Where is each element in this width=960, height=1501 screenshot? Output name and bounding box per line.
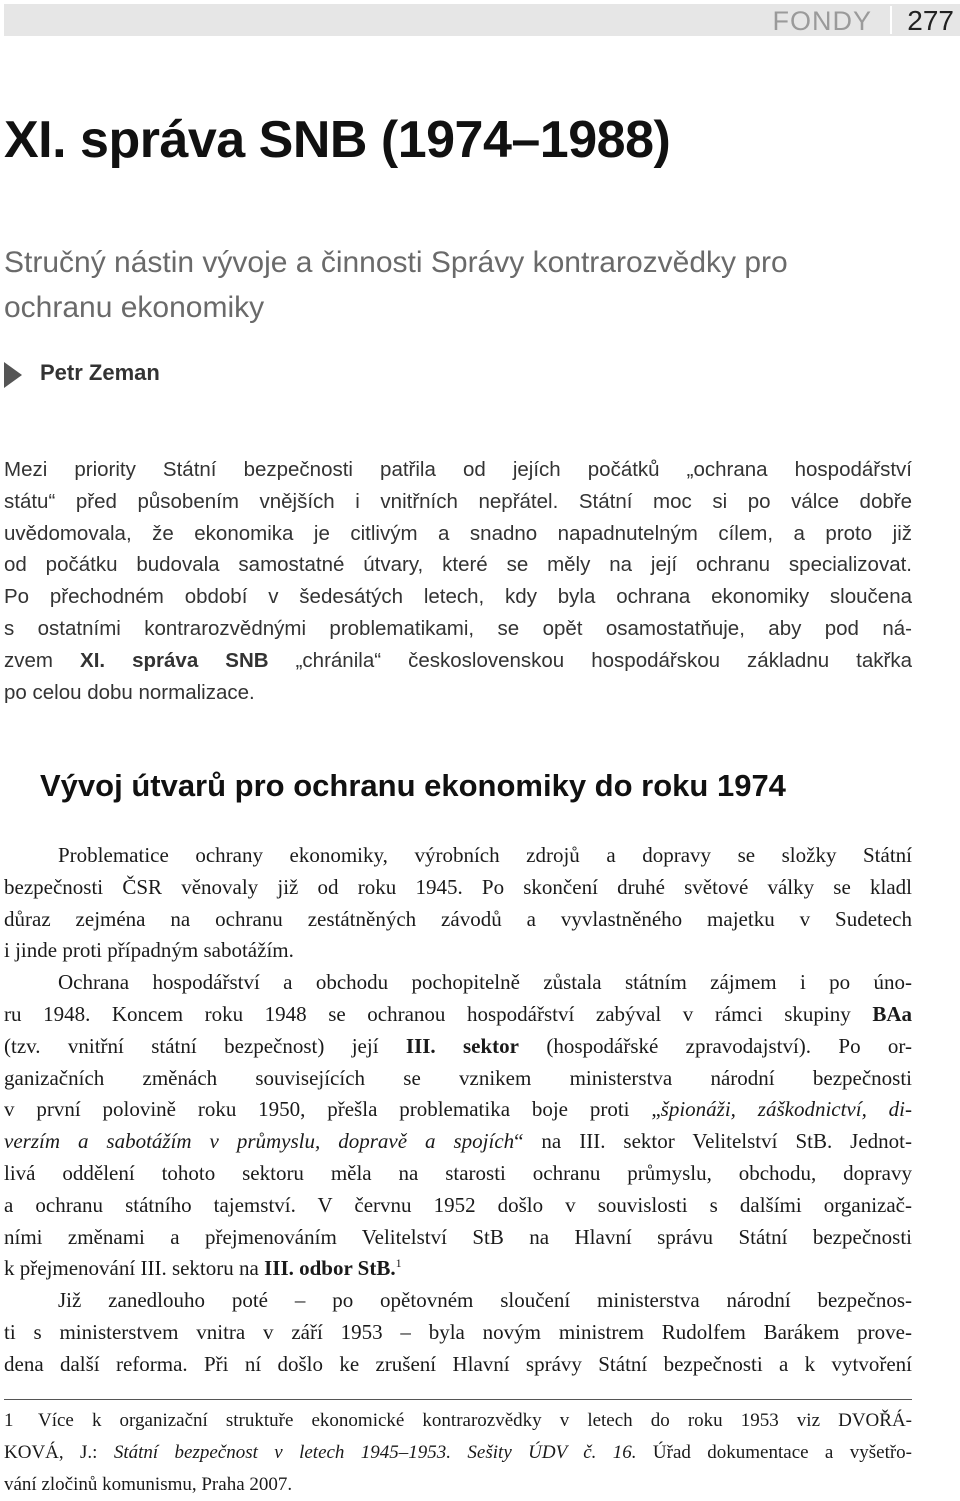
body-line: důraz zejména na ochranu zestátněných závodů a vyvlastněného majetku v Sudetech [4, 906, 912, 931]
body-line: ti s ministerstvem vnitra v září 1953 – byla novým ministrem Rudolfem Barákem prove- [4, 1319, 912, 1344]
text-run: ru 1948. Koncem roku 1948 se ochranou hospodářství zabýval v rámci skupiny [4, 1001, 873, 1026]
footnote-divider [4, 1399, 912, 1400]
abstract-line [4, 645, 912, 677]
header-separator [890, 6, 892, 34]
footnote-line [4, 1437, 912, 1469]
body-line [4, 1126, 912, 1158]
abstract [4, 454, 912, 708]
text-run: v první polovině roku 1950, přešla problematika boje proti „ [4, 1097, 661, 1122]
body-line [4, 1031, 912, 1063]
abstract-line: po celou dobu normalizace. [4, 680, 255, 704]
body-line: Ochrana hospodářství a obchodu pochopitelně zůstala státním zájmem i po úno- [58, 970, 912, 995]
footnote-line: vání zločinů komunismu, Praha 2007. [4, 1474, 293, 1495]
bold-term: III. sektor [405, 1033, 519, 1058]
body-line [4, 1094, 912, 1126]
abstract-line: Mezi priority Státní bezpečnosti patřila od jejích počátků „ochrana hospodářství [4, 458, 912, 481]
footnote-ref[interactable]: 1 [395, 1256, 402, 1271]
text-run: KOVÁ, J.: [4, 1442, 114, 1463]
body-line [4, 1253, 912, 1285]
body-text [4, 840, 912, 1381]
bold-term: BAa [872, 1001, 912, 1026]
footnote-number: 1 [4, 1410, 14, 1431]
body-line: bezpečnosti ČSR věnovaly již od roku 1945. Po skončení druhé světové války se kladl [4, 874, 912, 899]
abstract-line: uvědomovala, že ekonomika je citlivým a snadno napadnutelným cílem, a proto již [4, 521, 912, 545]
body-line [4, 999, 912, 1031]
text-run: (tzv. vnitřní státní bezpečnost) její [4, 1033, 406, 1058]
cited-title: Státní bezpečnost v letech 1945–1953. Sešity ÚDV č. 16. [113, 1442, 637, 1463]
text-run: zvem [4, 648, 81, 672]
author-name: Petr Zeman [40, 360, 160, 385]
bold-term: XI. správa SNB [80, 648, 269, 672]
body-line: dena další reforma. Při ní došlo ke zrušení Hlavní správy Státní bezpečnosti a k vytvoření [4, 1351, 912, 1376]
body-line: Již zanedlouho poté – po opětovném sloučení ministerstva národní bezpečnos- [58, 1288, 912, 1313]
abstract-line: od počátku budovala samostatné útvary, které se měly na její ochranu specializovat. [4, 553, 912, 577]
chapter-title: XI. správa SNB (1974–1988) [4, 111, 671, 169]
abstract-line: Po přechodném období v šedesátých letech, kdy byla ochrana ekonomiky sloučena [4, 585, 912, 609]
body-line: ganizačních změnách souvisejících se vznikem ministerstva národní bezpečnosti [4, 1065, 912, 1090]
quoted-italic: verzím a sabotážím v průmyslu, dopravě a spojích [4, 1129, 515, 1154]
body-line: livá oddělení tohoto sektoru měla na starosti ochranu průmyslu, obchodu, dopravy [4, 1160, 912, 1185]
text-run: (hospodářské zpravodajství). Po or- [519, 1033, 912, 1058]
page-number: 277 [907, 5, 954, 36]
body-line: ními změnami a přejmenováním Velitelství StB na Hlavní správu Státní bezpečnosti [4, 1224, 912, 1249]
abstract-line: s ostatními kontrarozvědnými problematikami, se opět osamostatňuje, aby pod ná- [4, 616, 912, 640]
body-line: i jinde proti případným sabotážím. [4, 938, 294, 963]
abstract-line: státu“ před působením vnějších i vnitřních nepřátel. Státní moc si po válce dobře [4, 489, 912, 513]
body-line: a ochranu státního tajemství. V červnu 1952 došlo v souvislosti s dalšími organizač- [4, 1192, 912, 1217]
text-run: “ na III. sektor Velitelství StB. Jednot- [514, 1129, 912, 1154]
bold-term: III. odbor StB. [264, 1256, 396, 1281]
article-subtitle: Stručný nástin vývoje a činnosti Správy kontrarozvědky pro ochranu ekonomiky [4, 246, 788, 324]
text-run: k přejmenování III. sektoru na [4, 1256, 265, 1281]
section-heading: Vývoj útvarů pro ochranu ekonomiky do roku 1974 [40, 768, 786, 803]
footnote-line: Více k organizační struktuře ekonomické kontrarozvědky v letech do roku 1953 viz DVOŘÁ- [38, 1410, 912, 1431]
header-section-label: FONDY [772, 6, 872, 36]
triangle-arrow-icon [4, 362, 22, 388]
footnote [4, 1405, 912, 1501]
body-line: Problematice ochrany ekonomiky, výrobních zdrojů a dopravy se složky Státní [58, 843, 912, 867]
quoted-italic: špionáži, záškodnictví, di- [660, 1097, 912, 1122]
text-run: Úřad dokumentace a vyšetřo- [636, 1442, 913, 1463]
text-run: „chránila“ československou hospodářskou základnu takřka [268, 648, 912, 672]
